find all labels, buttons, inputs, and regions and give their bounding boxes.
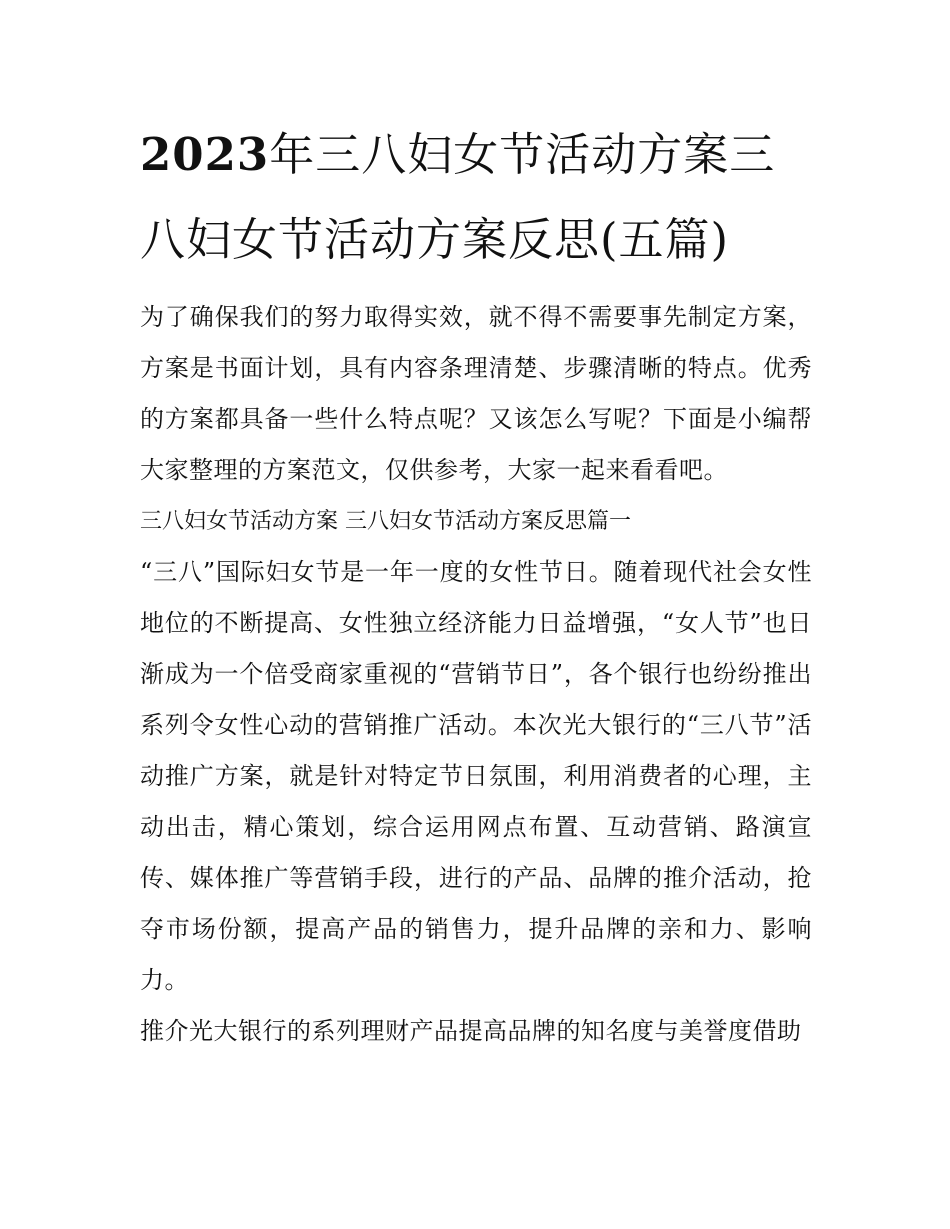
intro-paragraph: 为了确保我们的努力取得实效，就不得不需要事先制定方案，方案是书面计划，具有内容条理清楚、步骤清晰的特点。优秀的方案都具备一些什么特点呢？又该怎么写呢？下面是小编帮大家整理的方案范文，仅供参考，大家一起来看看吧。: [140, 303, 812, 484]
title-year: 2023: [140, 128, 270, 181]
title-text: 年三八妇女节活动方案三八妇女节活动方案反思(五篇): [140, 128, 776, 266]
section-heading: 三八妇女节活动方案 三八妇女节活动方案反思篇一: [140, 509, 631, 534]
body-paragraph: “三八”国际妇女节是一年一度的女性节日。随着现代社会女性地位的不断提高、女性独立经济能力日益增强，“女人节”也日渐成为一个倍受商家重视的“营销节日”，各个银行也纷纷推出系列令女性心动的营销推广活动。本次光大银行的“三八节”活动推广方案，就是针对特定节日氛围，利用消费者的心理，主动出击，精心策划，综合运用网点布置、互动营销、路演宣传、媒体推广等营销手段，进行的产品、品牌的推介活动，抢夺市场份额，提高产品的销售力，提升品牌的亲和力、影响力。: [140, 558, 812, 994]
document-page: [140, 112, 812, 1057]
document-body: [140, 292, 812, 1057]
document-title: [140, 112, 812, 282]
body-paragraph: 推介光大银行的系列理财产品提高品牌的知名度与美誉度借助: [140, 1017, 802, 1045]
